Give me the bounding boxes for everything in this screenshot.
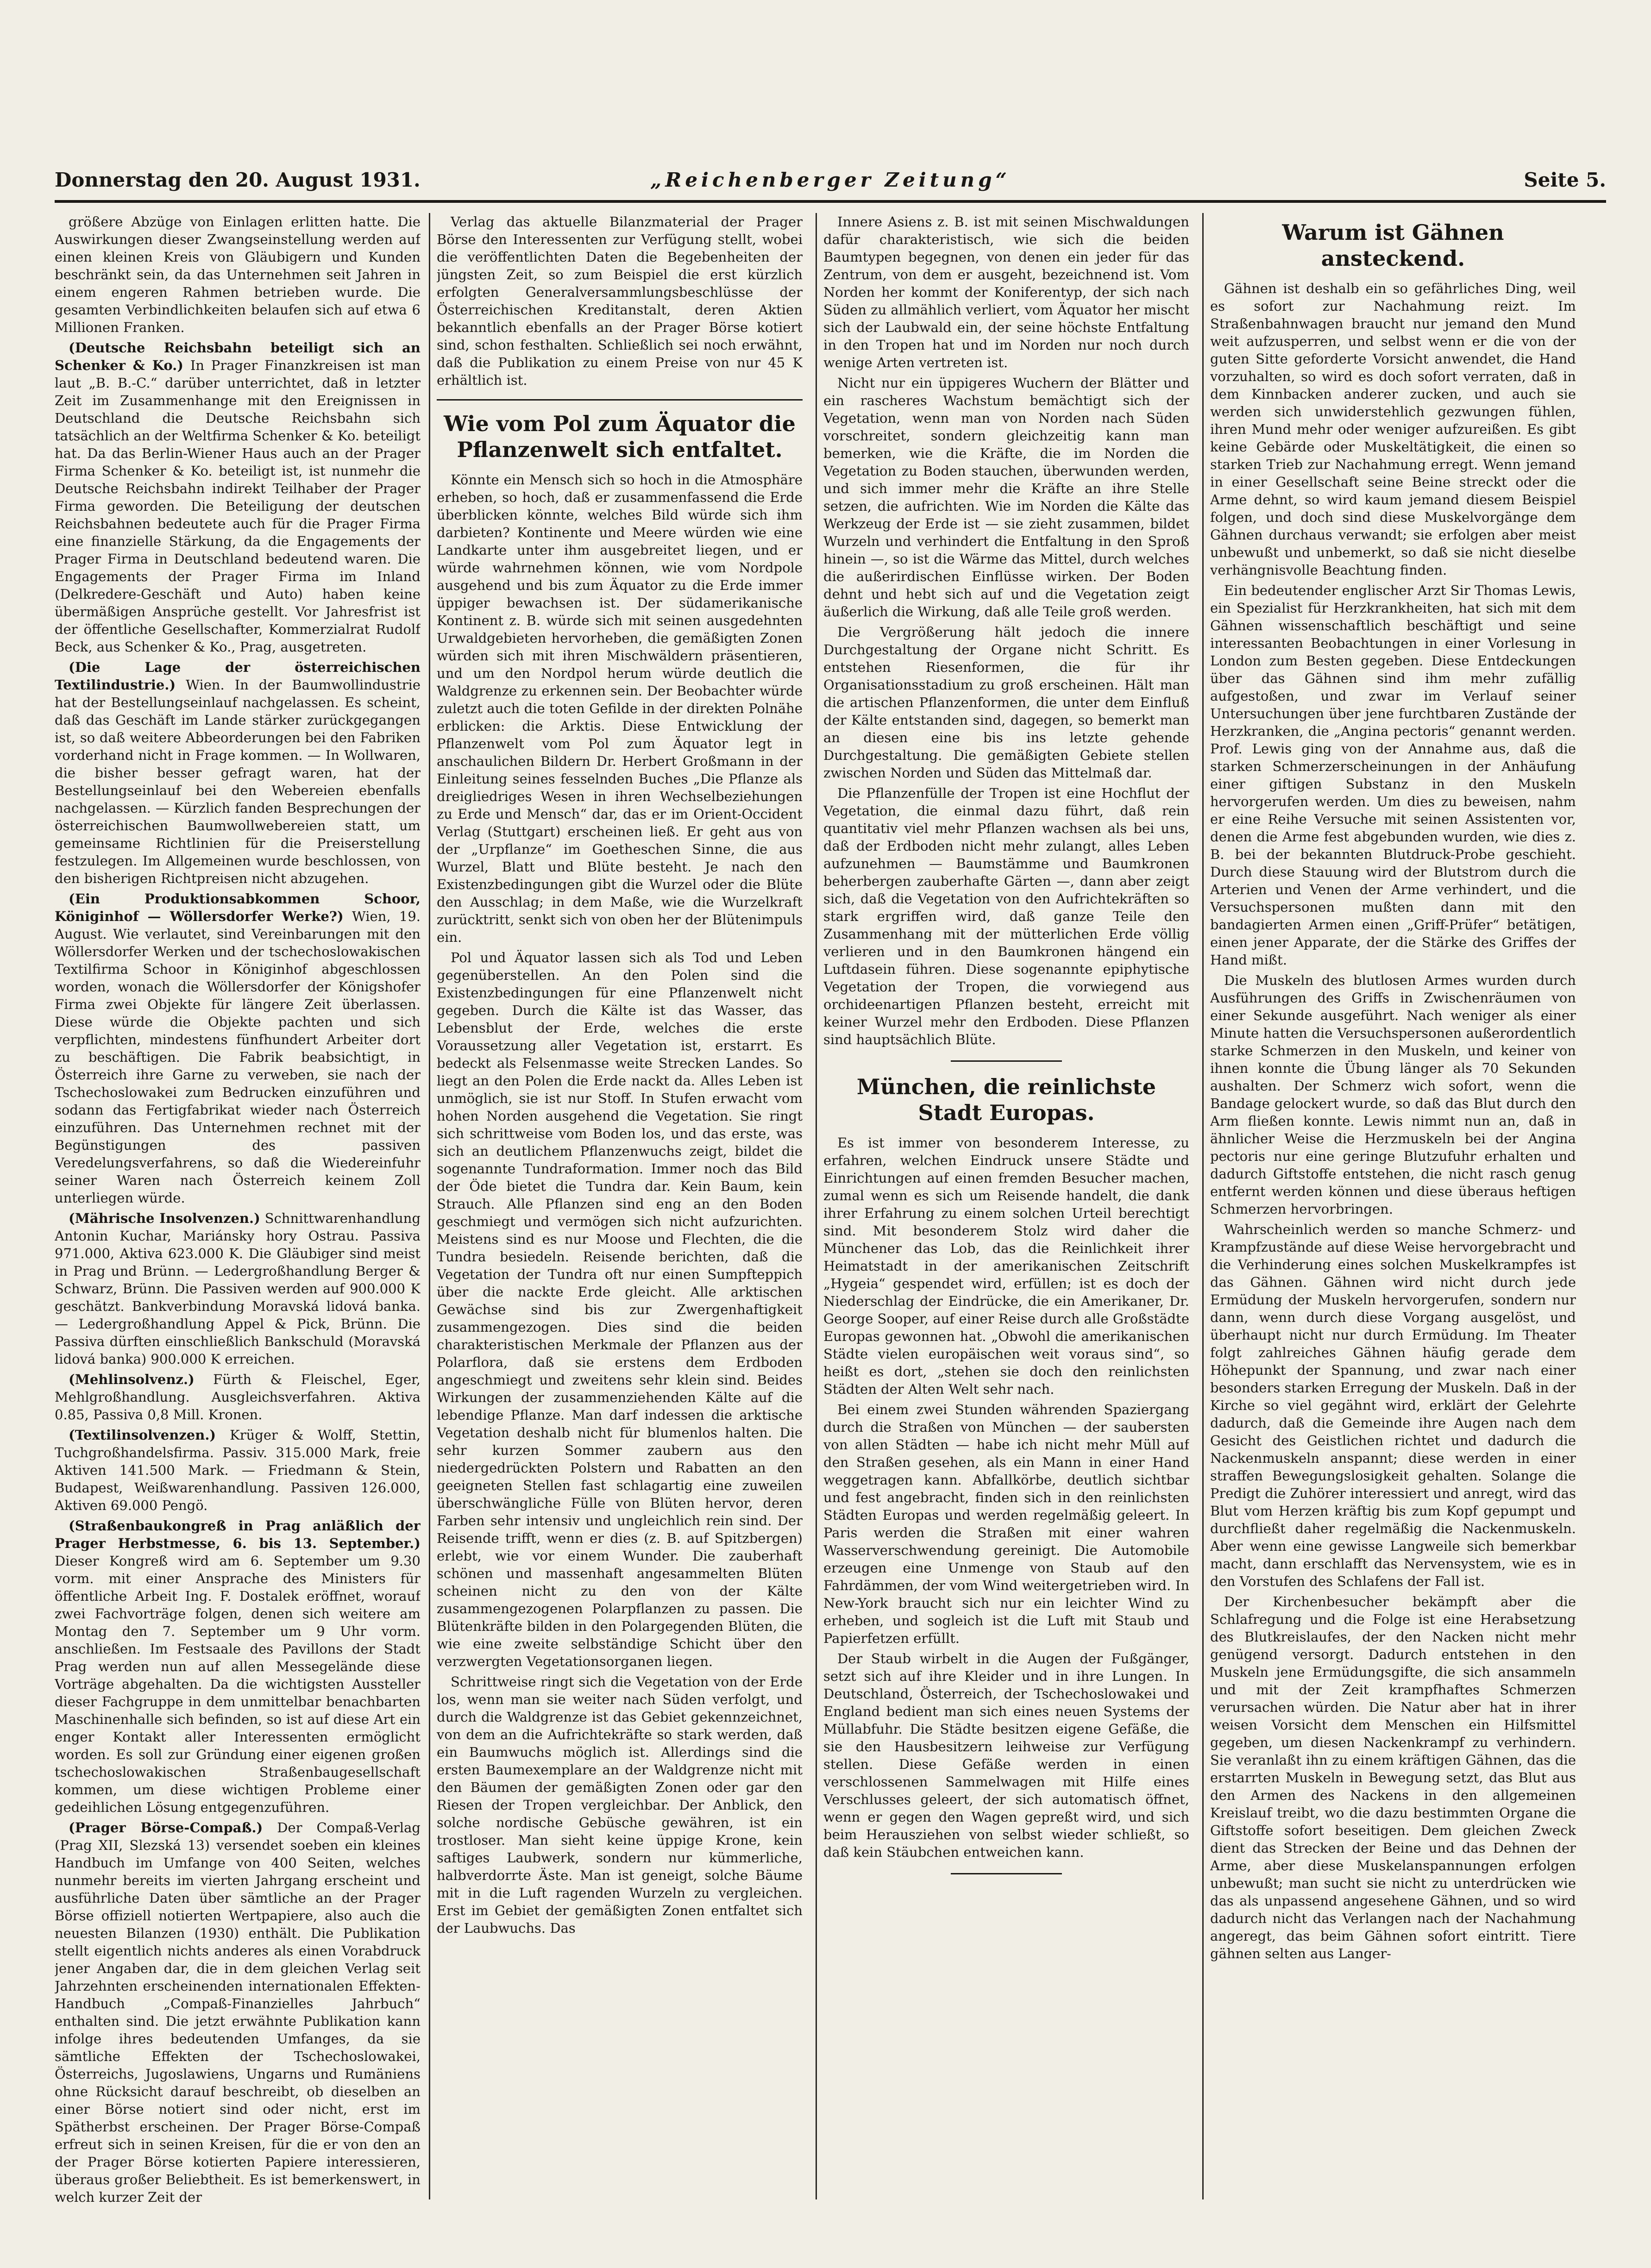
news-item	[55, 658, 421, 887]
column-divider	[429, 213, 430, 2199]
section-rule	[951, 1873, 1062, 1874]
news-item	[55, 1371, 421, 1423]
paragraph: Verlag das aktuelle Bilanzmaterial der Prager Börse den Interessenten zur Verfügung stellt, wobei die veröffentlichten Daten die Begebenheiten der jüngsten Zeit, so zum Beispiel die erst kürzlich erfolgten Generalversammlungsbeschlüsse der Österreichischen Kreditanstalt, deren Aktien bekanntlich ebenfalls an der Prager Börse kotiert sind, schon festhalten. Schließlich sei noch erwähnt, daß die Publikation zu einem Preise von nur 45 K erhältlich ist.	[437, 214, 803, 388]
paragraph: Der Kirchenbesucher bekämpft aber die Schlafregung und die Folge ist eine Herabsetzung des Blutkreislaufes, der den Nacken nicht mehr genügend versorgt. Dadurch entstehen in den Muskeln jene Ermüdungsgifte, die sich ansammeln und mit der Zeit krampfhaftes Schmerzen verursachen würden. Die Natur aber hat in ihrer weisen Vorsicht dem Menschen ein Hilfsmittel gegeben, um diesen Nackenkrampf zu verhindern. Sie veranlaßt ihn zu einem kräftigen Gähnen, das die erstarrten Muskeln in Bewegung setzt, das Blut aus den Armen des Nackens in den allgemeinen Kreislauf treibt, wo die dazu bestimmten Organe die Giftstoffe sofort beseitigen. Dem gleichen Zweck dient das Strecken der Beine und das Dehnen der Arme, aber diese Muskelanspannungen erfolgen unbewußt; man sucht sie nicht zu unterdrücken wie das als unpassend angesehene Gähnen, und so wird dadurch nicht das Verlangen nach der Nachahmung angeregt, das beim Gähnen sofort eintritt. Tiere gähnen selten aus Langer-	[1210, 1594, 1576, 1961]
paragraph: Innere Asiens z. B. ist mit seinen Mischwaldungen dafür charakteristisch, wie sich die beiden Baumtypen begegnen, von denen ein jeder für das Zentrum, von dem er ausgeht, bezeichnend ist. Vom Norden her kommt der Koniferentyp, der sich nach Süden zu allmählich verliert, vom Äquator her mischt sich der Laubwald ein, der seine höchste Entfaltung in den Tropen hat und im Norden nur noch durch wenige Arten vertreten ist.	[823, 214, 1189, 370]
article-headline: Warum ist Gähnen ansteckend.	[1282, 220, 1504, 271]
header-rule	[55, 200, 1606, 203]
newspaper-title: „Reichenberger Zeitung“	[650, 169, 1011, 191]
article-headline: Wie vom Pol zum Äquator die Pflanzenwelt sich entfaltet.	[444, 411, 796, 462]
news-body: Dieser Kongreß wird am 6. September um 9.30 vorm. mit einer Ansprache des Ministers für öffentliche Arbeit Ing. F. Dostalek eröffnet, worauf zwei Fachvorträge folgen, denen sich weitere am Montag den 7. September um 9 Uhr vorm. anschließen. Im Festsaale des Pavillons der Stadt Prag werden nun auf allen Messegelände diese Vorträge abgehalten. Da die wichtigsten Aussteller dieser Fachgruppe in dem unmittelbar benachbarten Maschinenhalle sich befinden, so ist auf diese Art ein enger Kontakt aller Interessenten ermöglicht worden. Es soll zur Gründung einer eigenen großen tschechoslowakischen Straßenbaugesellschaft kommen, um diese wichtigen Probleme einer gedeihlichen Lösung entgegenzuführen.	[55, 1553, 421, 1815]
news-body: Schnittwarenhandlung Antonin Kuchar, Mariánsky hory Ostrau. Passiva 971.000, Aktiva 623.000 K. Die Gläubiger sind meist in Prag und Brünn. — Ledergroßhandlung Berger & Schwarz, Brünn. Die Passiven werden auf 900.000 K geschätzt. Bankverbindung Moravská lidová banka. — Ledergroßhandlung Appel & Pick, Brünn. Die Passiva dürften einschließlich Bankschuld (Moravská lidová banka) 900.000 K erreichen.	[55, 1210, 421, 1367]
news-headline: (Die Lage der österreichischen Textilindustrie.)	[55, 659, 421, 693]
paragraph: Ein bedeutender englischer Arzt Sir Thomas Lewis, ein Spezialist für Herzkrankheiten, hat sich mit dem Gähnen wissenschaftlich beschäftigt und seine interessanten Beobachtungen in einer Vorlesung in London zum Besten gegeben. Diese Entdeckungen über das Gähnen sind ihm mehr zufällig aufgestoßen, und zwar im Verlauf seiner Untersuchungen über jene furchtbaren Zustände der Herzkranken, die „Angina pectoris“ genannt werden. Prof. Lewis ging von der Annahme aus, daß die starken Schmerzerscheinungen in der Anhäufung einer giftigen Substanz in den Muskeln hervorgerufen werden. Um dies zu beweisen, nahm er eine Reihe Versuche mit seinen Assistenten vor, denen die Arme fest abgebunden wurden, wie dies z. B. bei der bekannten Blutdruck-Probe geschieht. Durch diese Stauung wird der Blutstrom durch die Arterien und Venen der Arme verhindert, und die Versuchspersonen mußten dann mit den bandagierten Armen einen „Griff-Prüfer“ betätigen, einen jener Apparate, der die Stärke des Griffes der Hand mißt.	[1210, 583, 1576, 968]
paragraph: Die Pflanzenfülle der Tropen ist eine Hochflut der Vegetation, die einmal dazu führt, daß rein quantitativ viel mehr Pflanzen wachsen als bei uns, daß der Erdboden nicht mehr zulangt, alles Leben aufzunehmen — Baumstämme und Baumkronen beherbergen zauberhafte Gärten —, dann aber zeigt sich, daß die Vegetation von den Aufrichtekräften so stark ergriffen wird, daß ganze Teile den Zusammenhang mit der mütterlichen Erde völlig verlieren und in den Baumkronen hängend ein Luftdasein führen. Diese sogenannte epiphytische Vegetation der Tropen, die vorwiegend aus orchideenartigen Pflanzen besteht, erreicht mit keiner Wurzel mehr den Erdboden. Diese Pflanzen sind hauptsächlich Blüte.	[823, 785, 1189, 1047]
paragraph: Gähnen ist deshalb ein so gefährliches Ding, weil es sofort zur Nachahmung reizt. Im Straßenbahnwagen braucht nur jemand den Mund weit aufzusperren, und selbst wenn er die von der guten Sitte geforderte Vorsicht anwendet, die Hand vorzuhalten, so wird es doch sofort verraten, daß in dem Kinnbacken anderer zucken, und auch sie werden sich unwiderstehlich gezwungen fühlen, ihren Mund mehr oder weniger aufzureißen. Es gibt keine Gebärde oder Muskeltätigkeit, die einen so starken Trieb zur Nachahmung erregt. Wenn jemand in einer Gesellschaft seine Beine streckt oder die Arme dehnt, so wird kaum jemand diesem Beispiel folgen, und doch sind diese Muskelvorgänge dem Gähnen durchaus verwandt; sie erfolgen aber meist unbewußt und unbemerkt, so daß sie nicht dieselbe verhängnisvolle Beachtung finden.	[1210, 281, 1576, 578]
paragraph: Pol und Äquator lassen sich als Tod und Leben gegenüberstellen. An den Polen sind die Existenzbedingungen für eine Pflanzenwelt nicht gegeben. Durch die Kälte ist das Wasser, das Lebensblut der Erde, welches die erste Voraussetzung aller Vegetation ist, erstarrt. Es bedeckt als Felsenmasse weite Strecken Landes. So liegt an den Polen die Erde nackt da. Alles Leben ist unmöglich, sie ist nur Stoff. In Stufen erwacht vom hohen Norden ausgehend die Vegetation. Sie ringt sich schrittweise vom Boden los, und das erste, was sich an deutlichem Pflanzenwuchs zeigt, bildet die sogenannte Tundraformation. Immer noch das Bild der Öde bietet die Tundra dar. Kein Baum, kein Strauch. Alle Pflanzen sind eng an den Boden geschmiegt und vermögen sich nicht aufzurichten. Meistens sind es nur Moose und Flechten, die die Tundra besiedeln. Reisende berichten, daß die Vegetation der Tundra oft nur einen Sumpfteppich über die nackte Erde gleicht. Alle arktischen Gewächse sind bis zur Zwergenhaftigkeit zusammengezogen. Dies sind die beiden charakteristischen Merkmale der Pflanzen aus der Polarflora, daß sie erstens dem Erdboden angeschmiegt und zweitens sehr klein sind. Beides Wirkungen der zusammenziehenden Kälte auf die lebendige Pflanze. Man darf indessen die arktische Vegetation deshalb nicht für blumenlos halten. Die sehr kurzen Sommer zaubern aus den niedergedrückten Polstern und Rabatten an den geeigneten Stellen fast schlagartig eine zuweilen überschwängliche Fülle von Blüten hervor, deren Farben sehr intensiv und ungleichlich rein sind. Der Reisende trifft, wenn er dies (z. B. auf Spitzbergen) erlebt, wie vor einem Wunder. Die zauberhaft schönen und massenhaft angesammelten Blüten scheinen nicht zu den von der Kälte zusammengezogenen Polarpflanzen zu passen. Die Blütenkräfte bilden in den Polargegenden Blüten, die wie eine zweite selbständige Schicht über den verzwergten Vegetationsorganen liegen.	[437, 950, 803, 1669]
news-body: Wien, 19. August. Wie verlautet, sind Vereinbarungen mit den Wöllersdorfer Werken und der tschechoslowakischen Textilfirma Schoor in Königinhof abgeschlossen worden, wonach die Wöllersdorfer der Königshofer Firma zwei Objekte für längere Zeit überlassen. Diese würde die Objekte pachten und sich verpflichten, mindestens fünfhundert Arbeiter dort zu beschäftigen. Die Fabrik beabsichtigt, in Österreich ihre Garne zu verweben, sie nach der Tschechoslowakei zum Bedrucken einzuführen und sodann das Fertigfabrikat wieder nach Österreich einzuführen. Das Unternehmen rechnet mit der Begünstigungen des passiven Veredelungsverfahrens, so daß die Wiedereinfuhr seiner Waren nach Österreich keinem Zoll unterliegen würde.	[55, 908, 421, 1206]
page-number: Seite 5.	[1524, 169, 1606, 191]
news-item	[55, 890, 421, 1207]
news-item	[55, 339, 421, 656]
column-3	[823, 213, 1189, 2204]
news-headline: (Prager Börse-Compaß.)	[69, 1820, 263, 1836]
news-item	[55, 1819, 421, 2204]
column-4	[1210, 213, 1576, 2204]
column-2	[437, 213, 803, 2204]
column-divider	[816, 213, 817, 2199]
paragraph: Könnte ein Mensch sich so hoch in die Atmosphäre erheben, so hoch, daß er zusammenfassend die Erde überblicken könnte, welches Bild würde sich ihm darbieten? Kontinente und Meere würden wie eine Landkarte unter ihm ausgebreitet liegen, und er würde wahrnehmen können, wie vom Nordpole ausgehend und bis zum Äquator zu die Erde immer üppiger bewachsen ist. Der südamerikanische Kontinent z. B. würde sich mit seinen ausgedehnten Urwaldgebieten hervorheben, die gemäßigten Zonen würden sich mit ihren Mischwäldern präsentieren, und um den Nordpol herum würde deutlich die Waldgrenze zu erkennen sein. Der Beobachter würde zuletzt auch die toten Gefilde in der direkten Polnähe erblicken: die Arktis. Diese Entwicklung der Pflanzenwelt vom Pol zum Äquator legt in anschaulichen Bildern Dr. Herbert Großmann in der Einleitung seines fesselnden Buches „Die Pflanze als dreigliedriges Wesen in ihren Wechselbeziehungen zu Erde und Mensch“ dar, das er im Orient-Occident Verlag (Stuttgart) erscheinen ließ. Er geht aus von der „Urpflanze“ im Goetheschen Sinne, die aus Wurzel, Blatt und Blüte besteht. Je nach den Existenzbedingungen gibt die Wurzel oder die Blüte den Ausschlag; in dem Maße, wie die Wurzelkraft zurücktritt, senkt sich von oben her der Blütenimpuls ein.	[437, 472, 803, 945]
column-divider	[1202, 213, 1204, 2199]
news-headline: (Deutsche Reichsbahn beteiligt sich an Schenker & Ko.)	[55, 340, 421, 373]
paragraph: Die Vergrößerung hält jedoch die innere Durchgestaltung der Organe nicht Schritt. Es entstehen Riesenformen, die für ihr Organisationsstadium zu groß erscheinen. Hält man die artischen Pflanzenformen, die unter dem Einfluß der Kälte entstanden sind, dagegen, so bemerkt man an diesen eine bis ins letzte gehende Durchgestaltung. Die gemäßigten Gebiete stellen zwischen Norden und Süden das Mittelmaß dar.	[823, 624, 1189, 781]
paragraph: Schrittweise ringt sich die Vegetation von der Erde los, wenn man sie weiter nach Süden verfolgt, und durch die Waldgrenze ist das Gebiet gekennzeichnet, von dem an die Aufrichtekräfte so stark werden, daß ein Baumwuchs möglich ist. Allerdings sind die ersten Baumexemplare an der Waldgrenze nicht mit den Bäumen der gemäßigten Zonen oder gar den Riesen der Tropen vergleichbar. Der Anblick, den solche nordische Gebüsche gewähren, ist ein trostloser. Man sieht keine üppige Krone, kein saftiges Laubwerk, sondern nur kümmerliche, halbverdorrte Äste. Man ist geneigt, solche Bäume mit in die Luft ragenden Wurzeln zu vergleichen. Erst im Gebiet der gemäßigten Zonen entfaltet sich der Laubwuchs. Das	[437, 1674, 803, 1936]
paragraph: Der Staub wirbelt in die Augen der Fußgänger, setzt sich auf ihre Kleider und in ihre Lungen. In Deutschland, Österreich, der Tschechoslowakei und England bedient man sich eines neuen Systems der Müllabfuhr. Die Städte besitzen eigene Gefäße, die sie den Hausbesitzern leihweise zur Verfügung stellen. Diese Gefäße werden in einen verschlossenen Sammelwagen mit Hilfe eines Verschlusses geleert, der sich automatisch öffnet, wenn er gegen den Wagen gepreßt wird, und sich beim Herausziehen von selbst wieder schließt, so daß kein Stäubchen entweichen kann.	[823, 1651, 1189, 1860]
paragraph: Wahrscheinlich werden so manche Schmerz- und Krampfzustände auf diese Weise hervorgebracht und die Verhinderung eines solchen Muskelkrampfes ist das Gähnen. Gähnen wird nicht durch jede Ermüdung der Muskeln hervorgerufen, sondern nur dann, wenn durch diese Vorgang ausgelöst, und überhaupt nicht nur durch Ermüdung. Im Theater folgt zahlreiches Gähnen häufig gerade dem Höhepunkt der Spannung, und zwar nach einer besonders starken Erregung der Muskeln. Daß in der Kirche so viel gegähnt wird, erklärt der Gelehrte dadurch, daß die Gemeinde ihre Augen nach dem Gesicht des Geistlichen richtet und dadurch die Nackenmuskeln anspannt; diese werden in einer straffen Bewegungslosigkeit gehalten. Solange die Predigt die Zuhörer interessiert und anregt, wird das Blut vom Herzen kräftig bis zum Kopf gepumpt und durchfließt daher regelmäßig die Nackenmuskeln. Aber wenn eine gewisse Langweile sich bemerkbar macht, dann erschlafft das Nervensystem, wie es in den Vorstufen des Schlafens der Fall ist.	[1210, 1222, 1576, 1589]
news-headline: (Ein Produktionsabkommen Schoor, Königinhof — Wöllersdorfer Werke?)	[55, 891, 421, 924]
news-item	[55, 1517, 421, 1816]
news-headline: (Straßenbaukongreß in Prag anläßlich der Prager Herbstmesse, 6. bis 13. September.)	[55, 1518, 421, 1551]
news-body: Fürth & Fleischel, Eger, Mehlgroßhandlung. Ausgleichsverfahren. Aktiva 0.85, Passiva 0,8 Mill. Kronen.	[55, 1372, 421, 1422]
page-header	[55, 169, 1606, 196]
newspaper-page	[55, 153, 1606, 2204]
paragraph: Nicht nur ein üppigeres Wuchern der Blätter und ein rascheres Wachstum bemächtigt sich der Vegetation, wenn man von Norden nach Süden vorschreitet, sondern gleichzeitig kann man bemerken, wie die Kräfte, die im Norden die Vegetation zu Boden stauchen, überwunden werden, und sich immer mehr die Kräfte an ihre Stelle setzen, die aufrichten. Wie im Norden die Kälte das Werkzeug der Erde ist — sie zieht zusammen, bildet Wurzeln und verhindert die Entfaltung in den Sproß hinein —, so ist die Wärme das Mittel, durch welches die außerirdischen Einflüsse wirken. Der Boden dehnt und hebt sich auf und die Vegetation zeigt äußerlich die Wirkung, daß alle Teile groß werden.	[823, 375, 1189, 620]
news-body: In Prager Finanzkreisen ist man laut „B. B.-C.“ darüber unterrichtet, daß in letzter Zeit im Zusammenhange mit den Ereignissen in Deutschland die Deutsche Reichsbahn sich tatsächlich an der Weltfirma Schenker & Ko. beteiligt hat. Da das Berlin-Wiener Haus auch an der Prager Firma Schenker & Ko. beteiligt ist, ist nunmehr die Deutsche Reichsbahn indirekt Teilhaber der Prager Firma geworden. Die Beteiligung der deutschen Reichsbahnen bedeutete auch für die Prager Firma eine finanzielle Stärkung, da die Engagements der Prager Firma in Deutschland bedeutend waren. Die Engagements der Prager Firma im Inland (Delkredere-Geschäft und Auto) haben keine übermäßigen Ansprüche gestellt. Vor Jahresfrist ist der öffentliche Gesellschafter, Kommerzialrat Rudolf Beck, aus Schenker & Ko., Prag, ausgetreten.	[55, 357, 421, 655]
paragraph: Es ist immer von besonderem Interesse, zu erfahren, welchen Eindruck unsere Städte und Einrichtungen auf einen fremden Besucher machen, zumal wenn es sich um Reisende handelt, die dank ihrer Erfahrung zu einem solchen Urteil berechtigt sind. Mit besonderem Stolz wird daher die Münchener das Lob, das die Reinlichkeit ihrer Heimatstadt in der amerikanischen Zeitschrift „Hygeia“ gespendet wird, erfüllen; ist es doch der Niederschlag der Eindrücke, die ein Amerikaner, Dr. George Sooper, auf einer Reise durch alle Großstädte Europas gewonnen hat. „Obwohl die amerikanischen Städte vielen europäischen weit voraus sind“, so heißt es dort, „stehen sie doch den reinlichsten Städten der Alten Welt sehr nach.	[823, 1135, 1189, 1397]
issue-date: Donnerstag den 20. August 1931.	[55, 169, 421, 191]
news-item	[55, 1209, 421, 1368]
news-body: Wien. In der Baumwollindustrie hat der Bestellungseinlauf nachgelassen. Es scheint, daß das Geschäft im Lande stärker zurückgegangen ist, so daß weitere Abbeorderungen bei den Fabriken vorderhand nicht in Frage kommen. — In Wollwaren, die bisher besser gefragt waren, hat der Bestellungseinlauf bei den Webereien ebenfalls nachgelassen. — Kürzlich fanden Besprechungen der österreichischen Baumwollwebereien statt, um gemeinsame Richtlinien für die Preiserstellung festzulegen. Im Allgemeinen wurde beschlossen, von den bisherigen Richtpreisen nicht abzugehen.	[55, 677, 421, 886]
news-headline: (Mährische Insolvenzen.)	[69, 1210, 260, 1226]
article-headline: München, die reinlichste Stadt Europas.	[856, 1074, 1156, 1125]
news-headline: (Mehlinsolvenz.)	[69, 1372, 195, 1387]
paragraph: Bei einem zwei Stunden währenden Spaziergang durch die Straßen von München — der saubersten von allen Städten — habe ich nicht mehr Müll auf den Straßen gesehen, als ein Mann in einer Hand weggetragen kann. Abfallkörbe, deutlich sichtbar und fest angebracht, finden sich in den reinlichsten Städten Europas und werden regelmäßig geleert. In Paris werden die Straßen mit einer wahren Wasserverschwendung gereinigt. Die Automobile erzeugen eine Unmenge von Staub auf den Fahrdämmen, der vom Wind weitergetrieben wird. In New-York braucht sich nur ein leichter Wind zu erheben, und sogleich ist die Luft mit Staub und Papierfetzen erfüllt.	[823, 1402, 1189, 1646]
section-rule	[437, 399, 803, 401]
section-rule	[951, 1060, 1062, 1062]
column-1	[55, 213, 421, 2204]
news-body: Der Compaß-Verlag (Prag XII, Slezská 13) versendet soeben ein kleines Handbuch im Umfange von 400 Seiten, welches nunmehr bereits im vierten Jahrgang erscheint und ausführliche Daten über sämtliche an der Prager Börse offiziell notierten Wertpapiere, also auch die neuesten Bilanzen (1930) enthält. Die Publikation stellt eigentlich nichts anderes als einen Vorabdruck jener Angaben dar, die in dem gleichen Verlag seit Jahrzehnten erscheinenden internationalen Effekten-Handbuch „Compaß-Finanzielles Jahrbuch“ enthalten sind. Die jetzt erwähnte Publikation kann infolge ihres bedeutenden Umfanges, da sie sämtliche Effekten der Tschechoslowakei, Österreichs, Jugoslawiens, Ungarns und Rumäniens ohne Rücksicht darauf beschreibt, ob dieselben an einer Börse notiert sind oder nicht, erst im Spätherbst erscheinen. Der Prager Börse-Compaß erfreut sich in seinen Kreisen, für die er von den an der Prager Börse kotierten Papiere interessieren, überaus großer Beliebtheit. Es ist bemerkenswert, in welch kurzer Zeit der	[55, 1820, 421, 2204]
paragraph: größere Abzüge von Einlagen erlitten hatte. Die Auswirkungen dieser Zwangseinstellung werden auf einen kleinen Kreis von Gläubigern und Kunden beschränkt sein, da das Unternehmen seit Jahren in einem engeren Rahmen betrieben wurde. Die gesamten Verbindlichkeiten belaufen sich auf etwa 6 Millionen Franken.	[55, 214, 421, 335]
paragraph: Die Muskeln des blutlosen Armes wurden durch Ausführungen des Griffs in Zwischenräumen von einer Sekunde ausgeführt. Nach weniger als einer Minute hatten die Versuchspersonen außerordentlich starke Schmerzen in den Muskeln, und keiner von ihnen konnte die Übung länger als 70 Sekunden aushalten. Der Schmerz wich sofort, wenn die Bandage gelockert wurde, so daß das Blut durch den Arm fließen konnte. Lewis nimmt nun an, daß in ähnlicher Weise die Herzmuskeln bei der Angina pectoris nur eine geringe Blutzufuhr erhalten und dadurch Giftstoffe entstehen, die nicht rasch genug entfernt werden können und diese überaus heftigen Schmerzen hervorbringen.	[1210, 972, 1576, 1217]
news-headline: (Textilinsolvenzen.)	[69, 1427, 216, 1443]
news-body: Krüger & Wolff, Stettin, Tuchgroßhandelsfirma. Passiv. 315.000 Mark, freie Aktiven 141.500 Mark. — Friedmann & Stein, Budapest, Weißwarenhandlung. Passiven 126.000, Aktiven 69.000 Pengö.	[55, 1427, 421, 1513]
news-item	[55, 1426, 421, 1514]
